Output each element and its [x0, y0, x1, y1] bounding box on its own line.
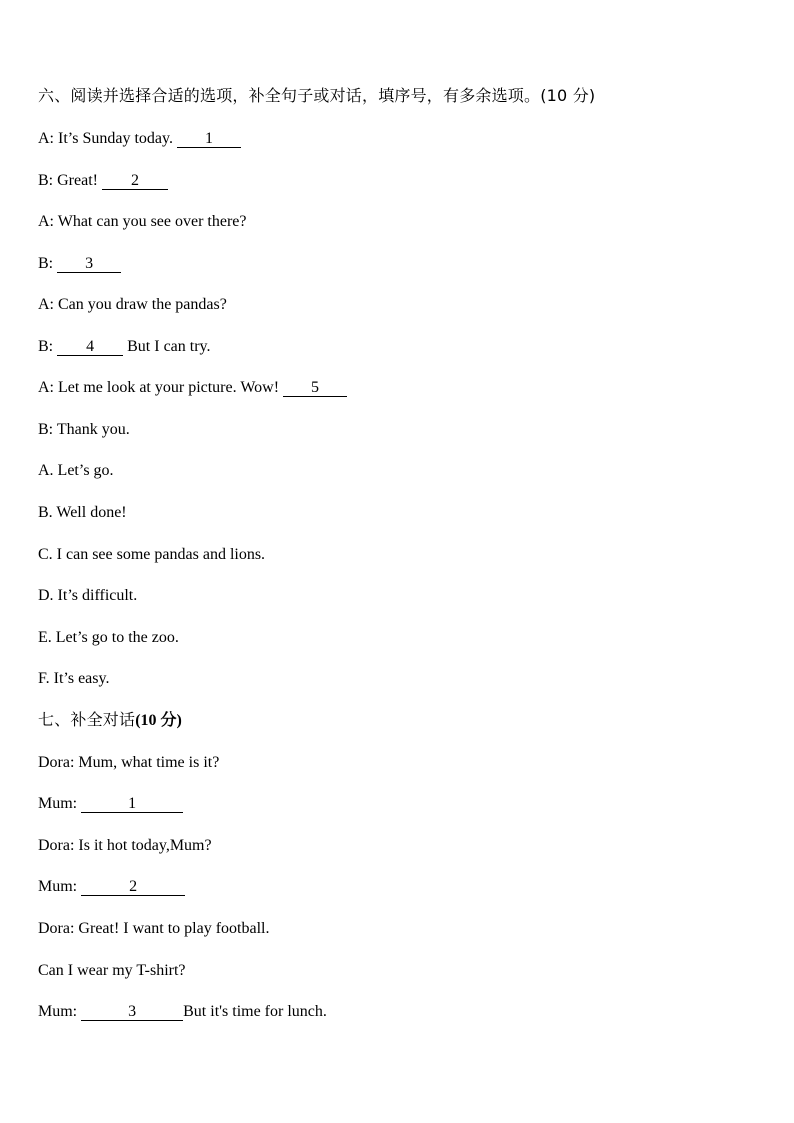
dialogue-line	[38, 295, 227, 315]
dialogue-line	[38, 378, 347, 398]
dialogue-line	[38, 420, 130, 440]
option-c: C. I can see some pandas and lions.	[38, 546, 266, 563]
dialogue-line	[38, 129, 241, 149]
answer-blank-3[interactable]: 3	[57, 256, 121, 273]
dialogue-line	[38, 212, 247, 232]
dialogue-line	[38, 254, 121, 274]
answer-blank-2[interactable]: 2	[102, 173, 168, 190]
dialogue-text: But I can try.	[123, 338, 211, 355]
dialogue-line	[38, 171, 168, 191]
dialogue-text: Dora: Mum, what time is it?	[38, 754, 220, 771]
option-a: A. Let’s go.	[38, 462, 114, 479]
dialogue-text: But it's time for lunch.	[183, 1003, 327, 1020]
dialogue-line	[38, 836, 212, 856]
option-d: D. It’s difficult.	[38, 587, 138, 604]
answer-blank-5[interactable]: 5	[283, 380, 347, 397]
dialogue-text: Mum:	[38, 795, 82, 812]
dialogue-text: B:	[38, 338, 58, 355]
answer-blank-7-3[interactable]: 3	[81, 1004, 183, 1021]
dialogue-line	[38, 1002, 327, 1022]
dialogue-line	[38, 753, 219, 773]
answer-blank-7-2[interactable]: 2	[81, 879, 185, 896]
answer-blank-1[interactable]: 1	[177, 131, 241, 148]
answer-blank-4[interactable]: 4	[57, 339, 123, 356]
dialogue-text: Can I wear my T-shirt?	[38, 962, 186, 979]
section-7-title-cn: 七、补全对话	[38, 710, 136, 729]
dialogue-text: B: Great!	[38, 172, 102, 189]
dialogue-text: A: It’s Sunday today.	[38, 130, 177, 147]
dialogue-line	[38, 337, 211, 357]
option-b: B. Well done!	[38, 504, 127, 521]
dialogue-line	[38, 794, 183, 814]
option-f: F. It’s easy.	[38, 670, 110, 687]
dialogue-line	[38, 919, 269, 939]
dialogue-line	[38, 877, 185, 897]
dialogue-text: A: What can you see over there?	[38, 213, 247, 230]
dialogue-text: Mum:	[38, 1003, 82, 1020]
dialogue-text: B:	[38, 255, 58, 272]
section-6-title: 六、阅读并选择合适的选项，补全句子或对话，填序号，有多余选项。(10 分)	[38, 86, 596, 105]
dialogue-text: Dora: Great! I want to play football.	[38, 920, 270, 937]
answer-blank-7-1[interactable]: 1	[81, 796, 183, 813]
section-7-score: (10 分)	[135, 712, 182, 729]
dialogue-text: A: Let me look at your picture. Wow!	[38, 379, 284, 396]
dialogue-text: Dora: Is it hot today,Mum?	[38, 837, 212, 854]
section-7-title	[38, 710, 182, 731]
dialogue-text: B: Thank you.	[38, 421, 130, 438]
dialogue-line	[38, 961, 186, 981]
dialogue-text: A: Can you draw the pandas?	[38, 296, 227, 313]
option-e: E. Let’s go to the zoo.	[38, 629, 179, 646]
dialogue-text: Mum:	[38, 878, 82, 895]
